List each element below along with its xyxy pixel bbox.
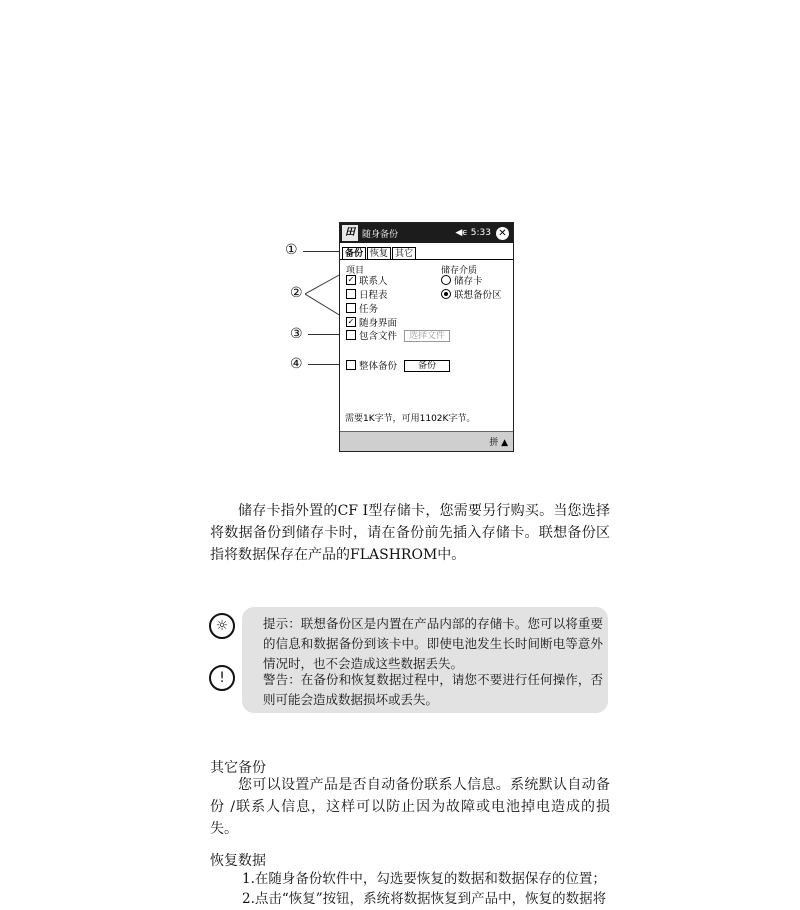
backup-button[interactable]: 备份 [404,360,450,372]
checkbox-tasks[interactable] [346,302,378,314]
titlebar [340,223,513,243]
close-icon[interactable]: ✕ [496,227,509,240]
tip-icon: ☼ [209,613,235,639]
input-method-button[interactable]: 拼 ▲ [489,438,508,448]
tab-restore[interactable]: 恢复 [367,247,391,260]
radio-backup-area[interactable] [441,288,502,300]
callout-2: ② [290,285,303,301]
checkbox-label: 任务 [359,304,379,315]
checkbox-whole-backup[interactable] [346,359,397,371]
checkbox-label: 整体备份 [359,361,398,372]
checkbox-include-files[interactable] [346,329,397,341]
app-title: 随身备份 [362,229,399,240]
tip-text: 提示：联想备份区是内置在产品内部的存储卡。您可以将重要的信息和数据备份到该卡中。即使电池发生长时间断电等意外情况时，也不会造成这些数据丢失。 [263,616,603,671]
checkbox-contacts[interactable] [346,274,388,286]
heading-restore: 恢复数据 [210,853,266,869]
paragraph-storage: 储存卡指外置的CF Ⅰ型存储卡，您需要另行购买。当您选择将数据备份到储存卡时，请在备份前先插入存储卡。联想备份区指将数据保存在产品的FLASHROM中。 [210,503,610,563]
device-screenshot [339,222,514,452]
tab-divider [340,259,513,260]
bottom-menu-bar [340,431,513,451]
checkbox-interface[interactable] [346,316,397,328]
radio-button [441,289,451,299]
checkbox-calendar[interactable] [346,288,388,300]
items-label: 项目 [346,266,365,276]
warning-text: 警告：在备份和恢复数据过程中，请您不要进行任何操作，否则可能会造成数据损坏或丢失。 [263,672,603,707]
callout-3: ③ [290,326,303,342]
radio-label: 联想备份区 [454,290,502,301]
checkbox-box [346,289,356,299]
checkbox-box [346,360,356,370]
checkbox-label: 联系人 [359,276,388,287]
select-file-button[interactable]: 选择文件 [404,330,450,342]
tab-other[interactable]: 其它 [392,247,416,260]
paragraph-other-backup: 您可以设置产品是否自动备份联系人信息。系统默认自动备份 /联系人信息，这样可以防止因为故障或电池掉电造成的损失。 [210,777,610,837]
speaker-icon[interactable]: ◀ϵ [455,228,468,238]
checkbox-box [346,330,356,340]
callout-1: ① [285,242,298,258]
clock: 5:33 [470,228,491,238]
callout-4: ④ [290,356,303,372]
checkbox-box [346,303,356,313]
tab-backup[interactable]: 备份 [342,247,366,260]
radio-label: 储存卡 [454,276,483,287]
radio-storage-card[interactable] [441,274,483,286]
check-icon: ✓ [347,275,355,284]
storage-label: 储存介质 [441,266,478,276]
checkbox-label: 包含文件 [359,331,398,342]
restore-step-1: 1.在随身备份软件中，勾选要恢复的数据和数据保存的位置； [242,871,606,887]
restore-step-2: 2.点击“恢复”按钮，系统将数据恢复到产品中，恢复的数据将 [242,891,607,907]
space-info: 需要1K字节，可用1102K字节。 [345,414,476,424]
warning-icon: ! [209,665,235,691]
heading-other-backup: 其它备份 [210,760,266,776]
checkbox-label: 随身界面 [359,318,398,329]
start-menu-icon[interactable]: 田 [342,225,358,241]
radio-button [441,275,451,285]
checkbox-label: 日程表 [359,290,388,301]
check-icon: ✓ [347,317,355,326]
